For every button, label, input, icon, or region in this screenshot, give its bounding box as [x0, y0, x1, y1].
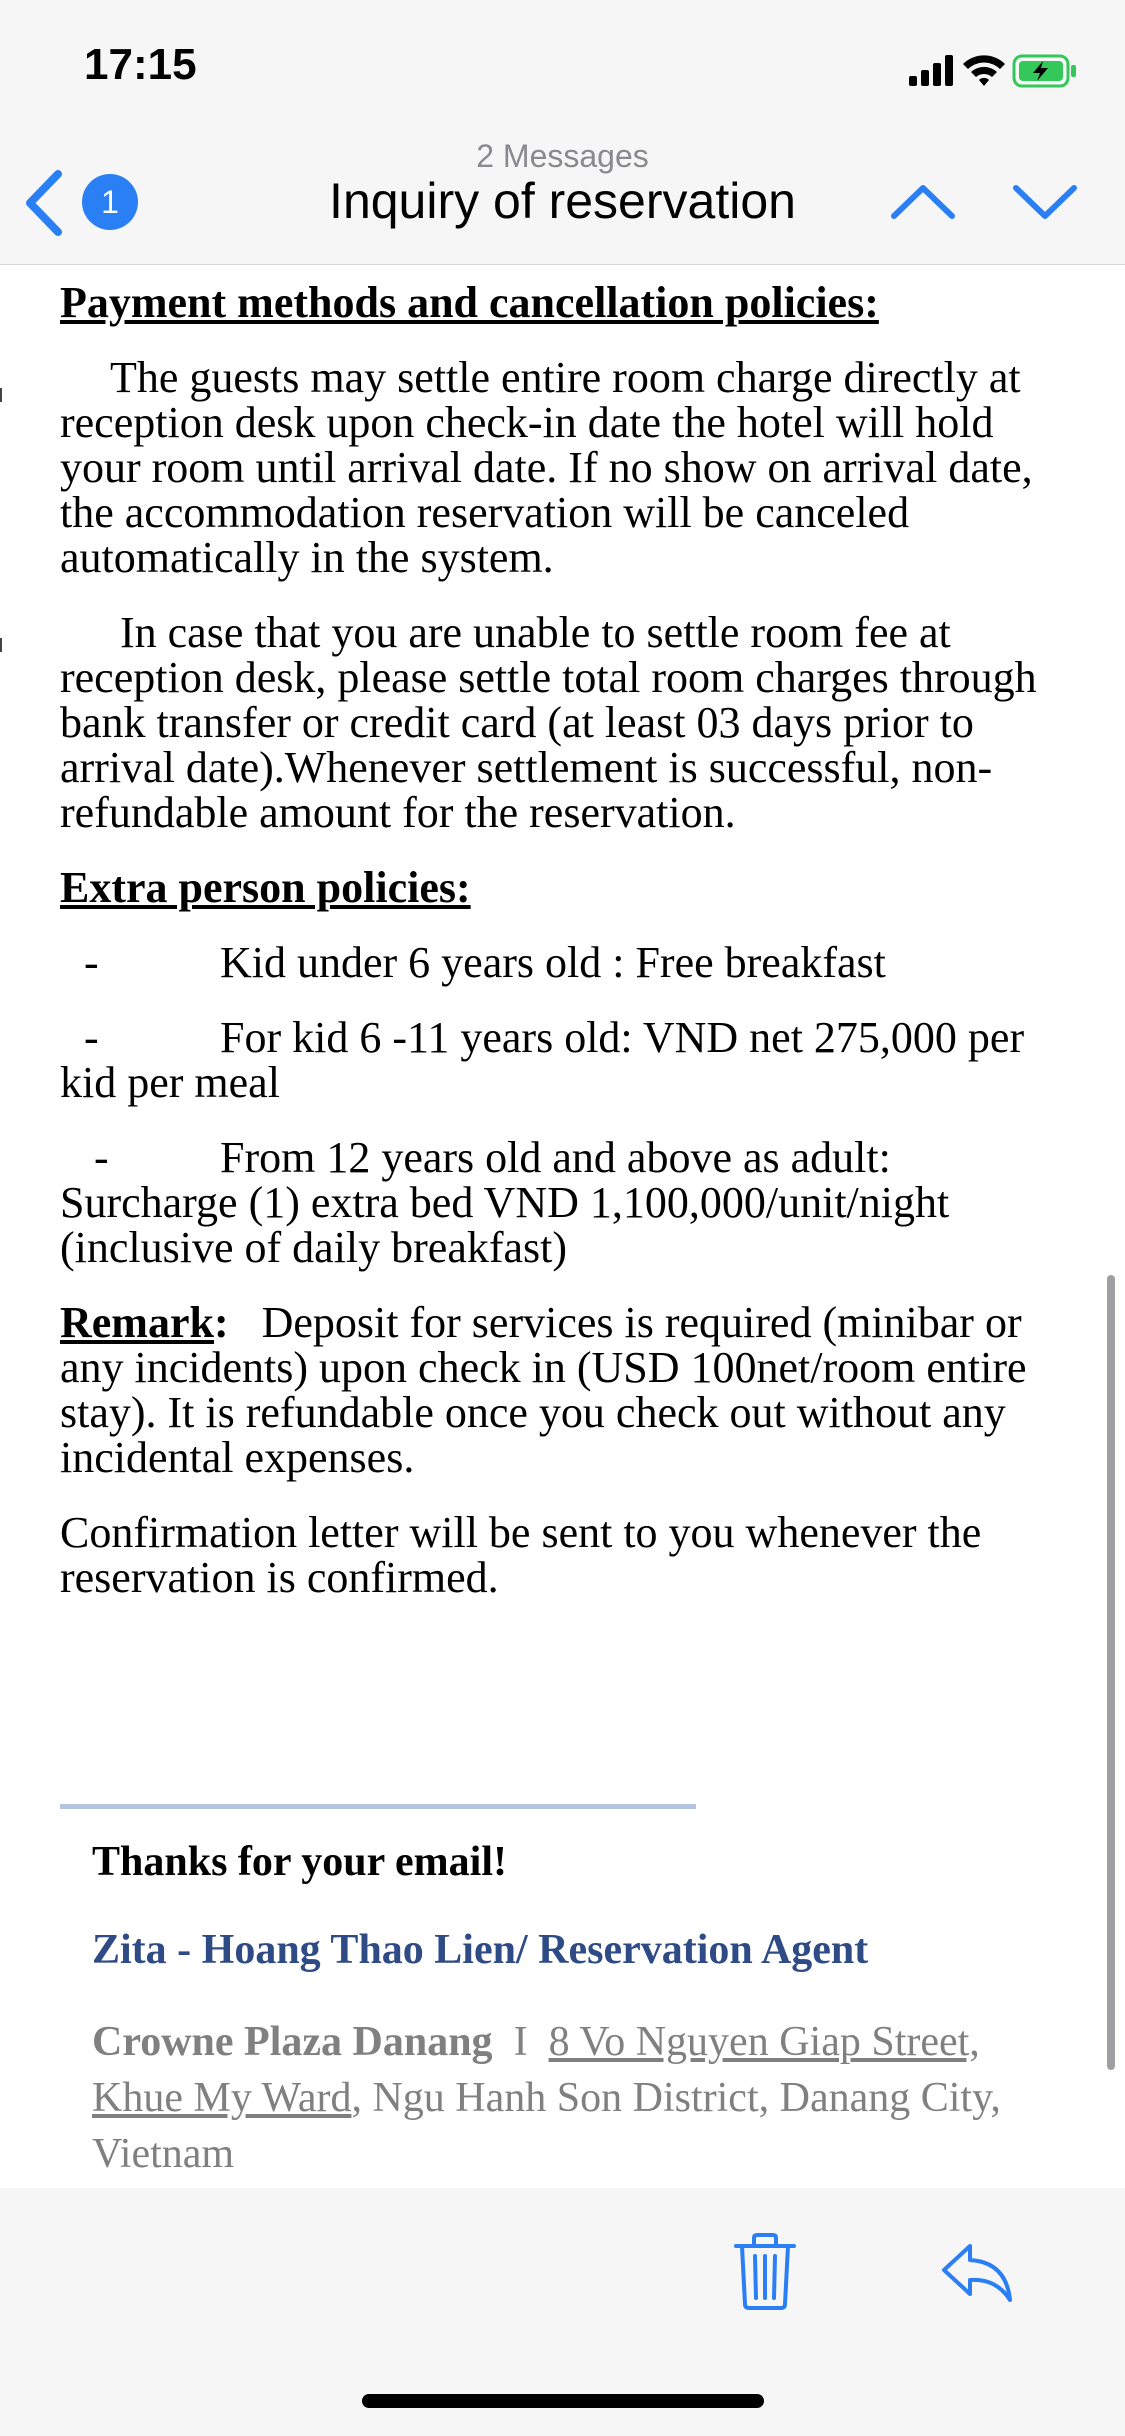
bullet-dash: -: [94, 1133, 109, 1182]
unread-badge: 1: [82, 174, 138, 230]
extra-policy-item: [60, 1135, 1070, 1270]
edge-mark: [0, 388, 2, 402]
remark-paragraph: [60, 1300, 1070, 1480]
status-time: 17:15: [84, 40, 197, 89]
remark-text: Deposit for services is required (minibar or any incidents) upon check in (USD 100net/room entire stay). It is refundable once you check out without any incidental expenses.: [60, 1298, 1027, 1482]
remark-label: Remark: [60, 1298, 214, 1347]
signature-separator: [60, 1804, 696, 1809]
confirmation-paragraph: Confirmation letter will be sent to you whenever the reservation is confirmed.: [60, 1508, 982, 1602]
signature-block: [92, 1838, 1072, 2182]
next-message-button[interactable]: [1010, 172, 1080, 232]
extra-policy-item: [60, 940, 1070, 985]
payment-heading: Payment methods and cancellation policies:: [60, 278, 879, 327]
extra-policy-item: [60, 1015, 1070, 1105]
extra-policy-text: From 12 years old and above as adult: Surcharge (1) extra bed VND 1,100,000/unit/night (inclusive of daily breakfast): [60, 1133, 950, 1272]
home-indicator: [362, 2394, 764, 2408]
scrollbar[interactable]: [1107, 1275, 1115, 2070]
cellular-signal-icon: [909, 55, 953, 86]
status-icons: [909, 50, 1079, 90]
address-separator: I: [513, 2019, 528, 2065]
extra-policy-text: Kid under 6 years old : Free breakfast: [220, 938, 886, 987]
reply-icon: [940, 2240, 1014, 2304]
signature-address: [92, 2014, 1072, 2182]
edge-mark: [0, 638, 2, 652]
bullet-dash: -: [84, 1013, 99, 1062]
status-bar: [0, 0, 1125, 132]
bottom-toolbar: [0, 2188, 1125, 2436]
address-link[interactable]: 8 Vo Nguyen Giap Street, Khue My Ward: [92, 2019, 980, 2121]
wifi-icon: [963, 55, 1005, 86]
nav-bar: [0, 132, 1125, 265]
remark-colon: :: [213, 1298, 229, 1347]
battery-icon: [1014, 56, 1076, 86]
email-body: [60, 280, 1070, 1630]
bullet-dash: -: [84, 938, 99, 987]
reply-button[interactable]: [940, 2240, 1014, 2309]
chevron-down-icon: [1010, 172, 1080, 232]
extra-person-heading: Extra person policies:: [60, 863, 471, 912]
address-rest: , Ngu Hanh Son District, Danang City, Vietnam: [92, 2075, 1001, 2177]
signature-name: Zita - Hoang Thao Lien/ Reservation Agent: [92, 1927, 869, 1973]
trash-icon: [732, 2232, 798, 2312]
previous-message-button[interactable]: [888, 172, 958, 232]
nav-title: Inquiry of reservation: [329, 173, 796, 229]
payment-paragraph-2: In case that you are unable to settle room fee at reception desk, please settle total room charges through bank transfer or credit card (at least 03 days prior to arrival date).Whenever settlement is successful, non-refundable amount for the reservation.: [60, 608, 1037, 837]
extra-policy-text: For kid 6 -11 years old: VND net 275,000 per kid per meal: [60, 1013, 1025, 1107]
chevron-up-icon: [888, 172, 958, 232]
trash-button[interactable]: [732, 2232, 798, 2317]
signature-thanks: Thanks for your email!: [92, 1839, 507, 1885]
payment-paragraph-1: The guests may settle entire room charge directly at reception desk upon check-in date the hotel will hold your room until arrival date. If no show on arrival date, the accommodation reservation will be canceled automatically in the system.: [60, 353, 1033, 582]
message-count: 2 Messages: [476, 138, 649, 174]
hotel-name: Crowne Plaza Danang: [92, 2019, 493, 2065]
